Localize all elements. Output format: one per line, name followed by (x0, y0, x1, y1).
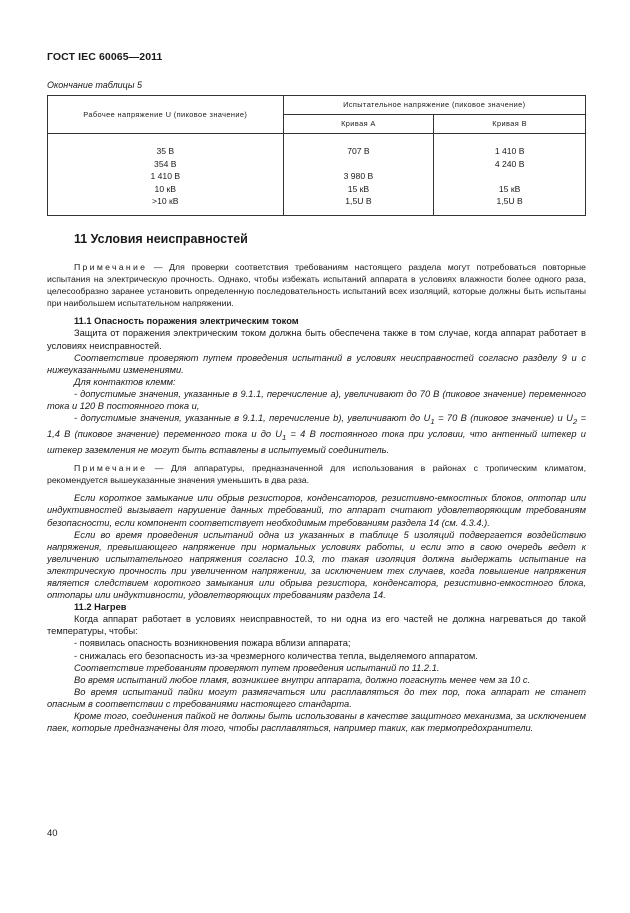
paragraph: - допустимые значения, указанные в 9.1.1, перечисление а), увеличивают до 70 В (пиковое значение) переменного тока и 120 В постоянного тока и, (47, 388, 586, 412)
note-paragraph: Примечание — Для аппаратуры, предназначенной для использования в районах с тропическим климатом, рекомендуется вышеуказанные значения уменьшить в два раза. (47, 463, 586, 486)
section-title: 11 Условия неисправностей (74, 232, 248, 246)
column-curve-b (434, 134, 586, 216)
header-curve-b: Кривая B (434, 115, 586, 134)
table-cell: 354 В (154, 158, 177, 169)
paragraph: Во время испытаний пайки могут размягчаться или расплавляться до тех пор, пока аппарат не станет опасным в соответствии с требованиями настоящего стандарта. (47, 686, 586, 709)
column-curve-a (283, 134, 434, 216)
table-cell: 3 980 В (343, 171, 374, 182)
paragraph: Соответствие требованиям проверяют путем проведения испытаний по 11.2.1. (74, 662, 440, 673)
note-paragraph: Примечание — Для проверки соответствия требованиям настоящего раздела могут потребоваться повторные испытания на электрическую прочность. Однако, чтобы избежать испытаний аппарата в условиях влажности более одного раза, целесообразно заранее установить определенную последовательность испытаний всех изоляций, которые должны быть испытаны при наибольшем испытательном напряжении. (47, 262, 586, 309)
header-curve-a: Кривая A (283, 115, 434, 134)
paragraph: - появилась опасность возникновения пожара вблизи аппарата; (74, 638, 351, 649)
header-working-voltage: Рабочее напряжение U (пиковое значение) (48, 96, 284, 134)
page-number: 40 (47, 828, 58, 839)
paragraph: Соответствие проверяют путем проведения испытаний в условиях неисправностей согласно разделу 9 и с нижеуказанными изменениями. (47, 352, 586, 375)
voltage-table (47, 95, 586, 216)
paragraph: - допустимые значения, указанные в 9.1.1, перечисление b), увеличивают до $U_1 = 70$ В (пиковое значение) и $U_2 = 1,4$ В (пиковое значение) переменного тока и до $U_1 = 4$ В постоянного тока при условии, что антенный штекер и штекер заземления не могут быть вставлены в испытуемый соединитель. (47, 413, 587, 456)
paragraph: Защита от поражения электрическим током должна быть обеспечена также в том случае, когда аппарат работает в условиях неисправностей. (47, 328, 586, 351)
table-cell: 10 кВ (154, 183, 176, 194)
table-cell: >10 кВ (152, 196, 179, 207)
table-cell: 15 кВ (347, 183, 370, 194)
column-working-voltage (48, 134, 284, 216)
subsection-title: 11.1 Опасность поражения электрическим током (74, 316, 299, 327)
table-cell: 1 410 В (494, 146, 525, 156)
paragraph: Во время испытаний любое пламя, возникшее внутри аппарата, должно погаснуть менее чем за 10 с. (74, 674, 531, 685)
table-cell: 15 кВ (498, 183, 521, 194)
standard-header: ГОСТ IEC 60065—2011 (47, 51, 163, 63)
paragraph: Кроме того, соединения пайкой не должны быть использованы в качестве защитного механизма, за исключением паек, которые предназначены для того, чтобы расплавляться, например таких, как термопредохранители. (47, 711, 586, 734)
table-cell: 1 410 В (150, 171, 181, 182)
table-cell: 35 В (156, 146, 175, 156)
table-cell: 1,5U В (345, 196, 372, 207)
paragraph: Для контактов клемм: (74, 376, 176, 387)
table-cell (284, 158, 434, 171)
paragraph: - снижалась его безопасность из-за чрезмерного количества тепла, выделяемого аппаратом. (74, 650, 478, 661)
table-cell: 4 240 В (494, 158, 525, 169)
body-text (47, 261, 586, 734)
paragraph: Если короткое замыкание или обрыв резисторов, конденсаторов, резистивно-емкостных блоков, оптопар или индуктивностей вызывает нарушение данных требований, то аппарат считают удовлетворяющим требованиям безопасности, если компонент соответствует необходимым требованиям раздела 14 (см. 4.3.4.). (47, 493, 586, 528)
paragraph: Когда аппарат работает в условиях неисправностей, то ни одна из его частей не должна нагреваться до такой температуры, чтобы: (47, 614, 586, 637)
header-test-voltage: Испытательное напряжение (пиковое значение) (283, 96, 585, 115)
paragraph: Если во время проведения испытаний одна из указанных в таблице 5 изоляций подвергается воздействию напряжения, превышающего напряжение при нормальных условиях работы, и если это в свою очередь ведет к увеличению испытательного напряжения согласно 10.3, то такая изоляция должна выдержать испытание на электрическую прочность при увеличенном напряжении, за исключением тех случаев, когда повышение напряжения является следствием короткого замыкания или обрыва резистора, конденсатора, резистивно-емкостного блока, оптопары или индуктивности, удовлетворяющих требованиям раздела 14. (47, 529, 586, 601)
note-label: Примечание (74, 262, 148, 272)
table-caption: Окончание таблицы 5 (47, 80, 142, 90)
note-label: Примечание (74, 463, 148, 474)
table-cell (434, 170, 585, 183)
table-cell: 707 В (347, 146, 370, 156)
subsection-title: 11.2 Нагрев (74, 602, 127, 613)
table-cell: 1,5U В (496, 196, 523, 207)
